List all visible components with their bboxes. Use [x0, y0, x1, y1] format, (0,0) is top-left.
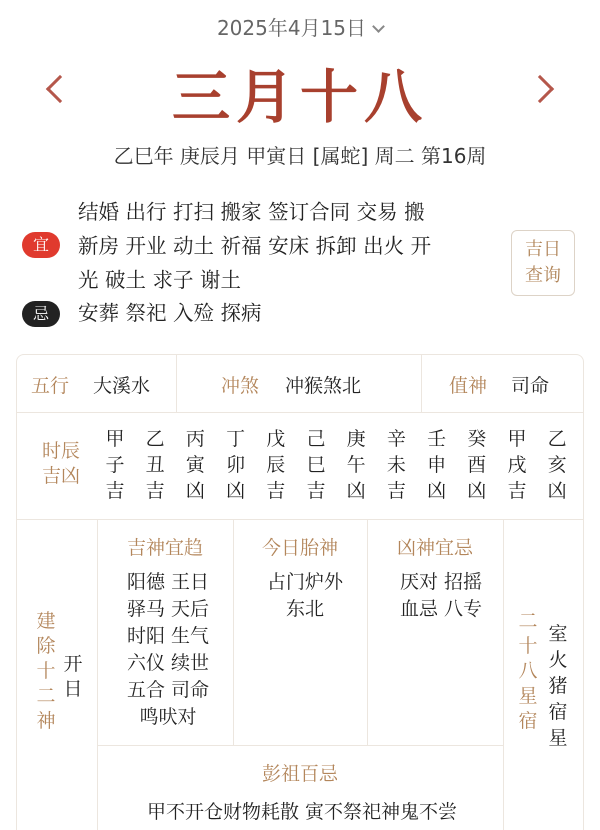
xingxiu-label-char: 十: [518, 635, 538, 657]
shichen-hour-gan: 乙: [145, 428, 165, 450]
xiongshen-title: 凶神宜忌: [396, 537, 473, 559]
xingxiu-value-char: 室: [548, 623, 568, 645]
shichen-hour: [183, 426, 207, 504]
xingxiu-label-char: 宿: [518, 710, 538, 732]
shichen-label: [37, 439, 85, 489]
shichen-hour-luck: 凶: [427, 480, 447, 502]
shichen-hour-zhi: 亥: [547, 454, 567, 476]
jianchu-label-char: 建: [36, 610, 56, 632]
taishen-title: 今日胎神: [261, 537, 338, 559]
divider: [421, 355, 422, 412]
shichen-hour-gan: 戊: [266, 428, 286, 450]
shichen-hour-gan: 丁: [226, 428, 246, 450]
shichen-label-line: 吉凶: [41, 465, 80, 487]
shichen-hour-luck: 吉: [507, 480, 527, 502]
jishen-line: 阳德 王日: [126, 571, 210, 593]
jiri-btn-line2: 查询: [525, 265, 561, 286]
date-picker[interactable]: [0, 12, 600, 41]
xingxiu-value-char: 星: [548, 727, 568, 749]
solar-date: 2025年4月15日: [216, 16, 367, 40]
taishen-line: 东北: [285, 598, 324, 620]
zhishen-value: 司命: [511, 375, 550, 397]
xiongshen-value: [383, 569, 499, 623]
shichen-hour-gan: 己: [306, 428, 326, 450]
jianchu-value-char: 开: [63, 653, 83, 675]
pengzu-title: 彭祖百忌: [261, 763, 338, 785]
shichen-hour-gan: 辛: [386, 428, 406, 450]
yi-line: 结婚 出行 打扫 搬家 签订合同 交易 搬: [78, 200, 425, 224]
shichen-hour: [304, 426, 328, 504]
shichen-hour: [505, 426, 529, 504]
jianchu-label-char: 神: [36, 710, 56, 732]
jianchu-label-char: 除: [36, 635, 56, 657]
shichen-hour-luck: 吉: [386, 480, 406, 502]
ji-activities: 安葬 祭祀 入殓 探病: [78, 301, 262, 325]
jishen-line: 五合 司命: [126, 679, 210, 701]
jianchu-label-char: 十: [36, 660, 56, 682]
shichen-hour-zhi: 巳: [306, 454, 326, 476]
jishen-list: [103, 569, 233, 731]
wuxing-value: 大溪水: [93, 375, 151, 397]
shichen-hour-gan: 庚: [346, 428, 366, 450]
wuxing-label: 五行: [31, 375, 70, 397]
shichen-hour-luck: 凶: [346, 480, 366, 502]
jiri-btn-line1: 吉日: [525, 239, 561, 260]
jishen-line: 时阳 生气: [126, 625, 210, 647]
jianchu-label: [33, 609, 59, 734]
xingxiu-value-char: 宿: [548, 701, 568, 723]
shichen-hour-zhi: 酉: [467, 454, 487, 476]
almanac-grid: [16, 354, 584, 830]
xingxiu-value-char: 火: [548, 649, 568, 671]
xingxiu-label-char: 八: [518, 660, 538, 682]
shichen-hour: [384, 426, 408, 504]
jishen-title: 吉神宜趋: [126, 537, 203, 559]
shichen-hour-zhi: 午: [346, 454, 366, 476]
shichen-hour-gan: 甲: [105, 428, 125, 450]
yi-line: 新房 开业 动土 祈福 安床 拆卸 出火 开: [78, 234, 432, 258]
divider: [17, 519, 583, 520]
shichen-hour-zhi: 辰: [266, 454, 286, 476]
taishen-value: [243, 569, 367, 623]
xingxiu-value-char: 猪: [548, 675, 568, 697]
shichen-hour: [425, 426, 449, 504]
ji-badge: 忌: [22, 301, 60, 327]
shichen-hour: [143, 426, 167, 504]
divider: [176, 355, 177, 412]
shichen-hour-zhi: 丑: [145, 454, 165, 476]
shichen-hour: [264, 426, 288, 504]
shichen-hour-zhi: 戌: [507, 454, 527, 476]
xingxiu-value: [546, 621, 570, 751]
shichen-hour-luck: 吉: [145, 480, 165, 502]
ganzhi-line: 乙巳年 庚辰月 甲寅日 [属蛇] 周二 第16周: [113, 144, 487, 168]
shichen-hour: [545, 426, 569, 504]
shichen-hour-gan: 甲: [507, 428, 527, 450]
zhishen-label: 值神: [449, 375, 488, 397]
xingxiu-label-char: 星: [518, 685, 538, 707]
shichen-hour-luck: 凶: [185, 480, 205, 502]
jianchu-value: [61, 652, 85, 702]
shichen-hour-zhi: 申: [427, 454, 447, 476]
jishen-line: 驿马 天后: [126, 598, 210, 620]
shichen-hour-zhi: 子: [105, 454, 125, 476]
divider: [503, 519, 504, 830]
auspicious-day-query-button[interactable]: [511, 230, 575, 296]
divider: [97, 745, 503, 746]
shichen-hour: [224, 426, 248, 504]
shichen-hour-gan: 壬: [427, 428, 447, 450]
shichen-hour-gan: 乙: [547, 428, 567, 450]
jianchu-label-char: 二: [36, 685, 56, 707]
shichen-hour-luck: 吉: [105, 480, 125, 502]
shichen-hour-gan: 丙: [185, 428, 205, 450]
shichen-hour: [344, 426, 368, 504]
pengzu-text: 甲不开仓财物耗散 寅不祭祀神鬼不尝: [146, 801, 458, 823]
yi-line: 光 破土 求子 谢土: [78, 268, 242, 292]
lunar-date: 三月十八: [171, 63, 428, 131]
shichen-hour-zhi: 寅: [185, 454, 205, 476]
chevron-down-icon: [372, 20, 385, 33]
shichen-hour: [103, 426, 127, 504]
shichen-hour-gan: 癸: [467, 428, 487, 450]
shichen-hour-zhi: 未: [386, 454, 406, 476]
jishen-line: 六仪 续世: [126, 652, 210, 674]
shichen-hour-luck: 吉: [306, 480, 326, 502]
shichen-hour-luck: 凶: [226, 480, 246, 502]
xiongshen-line: 厌对 招摇: [399, 571, 483, 593]
jishen-line: 鸣吠对: [139, 706, 197, 728]
shichen-hour-zhi: 卯: [226, 454, 246, 476]
yi-badge: 宜: [22, 232, 60, 258]
divider: [17, 412, 583, 413]
shichen-hour-luck: 凶: [467, 480, 487, 502]
shichen-hour-luck: 凶: [547, 480, 567, 502]
shichen-hour-luck: 吉: [266, 480, 286, 502]
xingxiu-label: [516, 609, 540, 734]
chongsha-value: 冲猴煞北: [285, 375, 362, 397]
jianchu-value-char: 日: [63, 678, 83, 700]
xingxiu-label-char: 二: [518, 610, 538, 632]
xiongshen-line: 血忌 八专: [399, 598, 483, 620]
chongsha-label: 冲煞: [221, 375, 260, 397]
taishen-line: 占门炉外: [266, 571, 343, 593]
shichen-hour: [465, 426, 489, 504]
shichen-label-line: 时辰: [41, 440, 80, 462]
yi-activities: [78, 195, 478, 297]
